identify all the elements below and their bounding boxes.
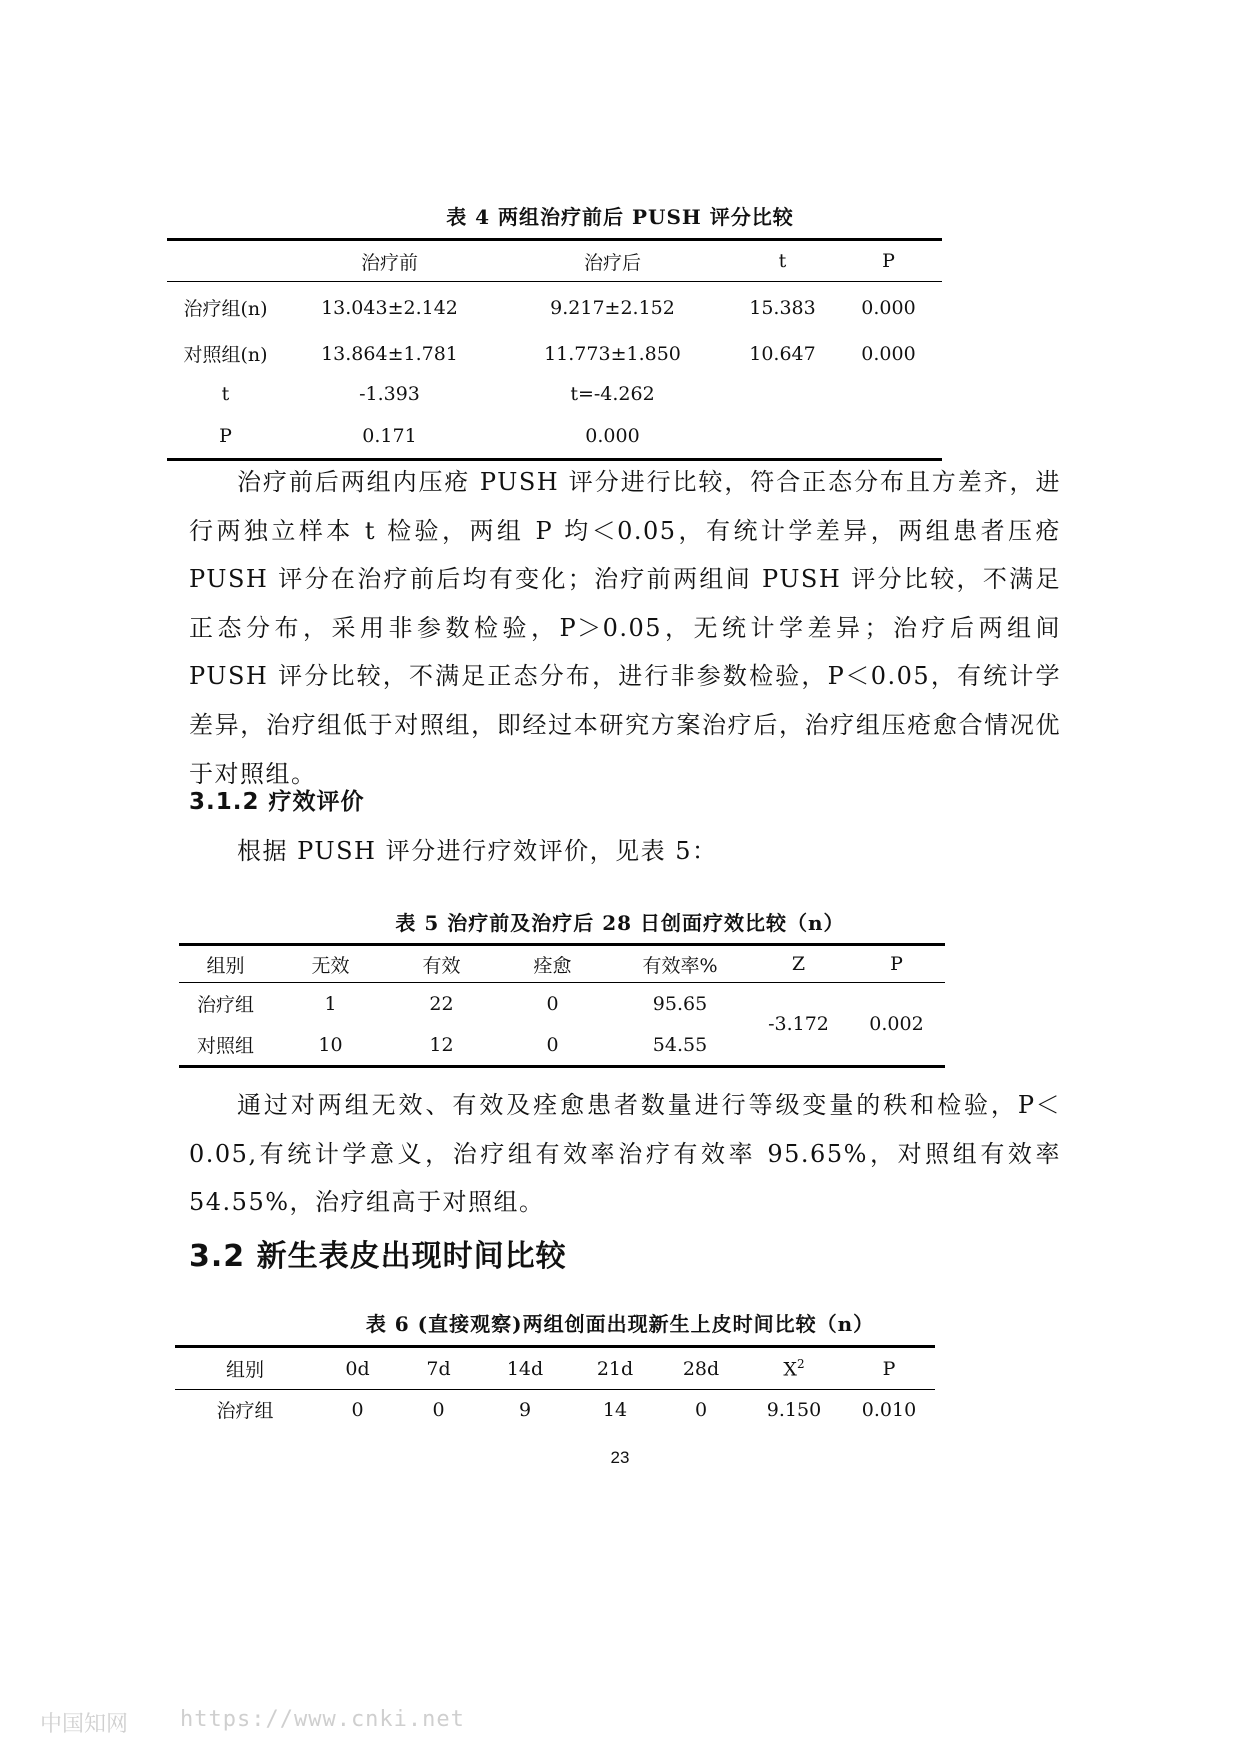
table4-cell: 13.864±1.781 bbox=[321, 342, 458, 365]
table5-header-cell: P bbox=[890, 953, 903, 975]
table5-header-cell: 痊愈 bbox=[533, 954, 572, 977]
table4-cell bbox=[835, 415, 942, 460]
table-row bbox=[175, 1390, 935, 1430]
section-heading-3-2: 3.2 新生表皮出现时间比较 bbox=[189, 1239, 567, 1274]
table4-cell: 0.171 bbox=[362, 425, 417, 448]
table-row bbox=[167, 282, 942, 334]
table4-header-row bbox=[167, 240, 942, 282]
table5-cell: 治疗组 bbox=[196, 994, 254, 1017]
table5-header-cell: 有效 bbox=[422, 954, 461, 977]
table4-header-cell: 治疗前 bbox=[360, 251, 418, 274]
table6-header-chi-square bbox=[745, 1347, 843, 1390]
page-number: 23 bbox=[610, 1448, 630, 1467]
table5-z-cell: -3.172 bbox=[768, 1013, 829, 1035]
table4-caption: 表 4 两组治疗前后 PUSH 评分比较 bbox=[446, 205, 794, 229]
table5-cell: 54.55 bbox=[652, 1033, 708, 1056]
table4-cell: 10.647 bbox=[749, 342, 816, 365]
table4-cell: 0.000 bbox=[861, 342, 916, 365]
table6-header-cell: 0d bbox=[345, 1357, 370, 1380]
table6-cell: 0 bbox=[694, 1398, 708, 1421]
section-heading-3-1-2: 3.1.2 疗效评价 bbox=[189, 789, 365, 815]
table6-cell: 9.150 bbox=[766, 1398, 822, 1421]
table5-cell: 95.65 bbox=[652, 992, 708, 1015]
table6-header-cell: P bbox=[882, 1357, 896, 1380]
table4-cell: 0.000 bbox=[861, 296, 916, 319]
table6-caption: 表 6 (直接观察)两组创面出现新生上皮时间比较（n） bbox=[365, 1312, 875, 1336]
table5-header-cell: Z bbox=[791, 953, 806, 975]
table6-cell: 0 bbox=[351, 1398, 364, 1421]
table6-cell: 治疗组 bbox=[216, 1400, 274, 1423]
table4-header-cell: 治疗后 bbox=[583, 251, 641, 274]
chi-square-superscript: 2 bbox=[796, 1356, 805, 1371]
table4-cell: 9.217±2.152 bbox=[550, 296, 675, 319]
table4-cell: t bbox=[221, 383, 230, 405]
paragraph-push-comparison: 治疗前后两组内压疮 PUSH 评分进行比较，符合正态分布且方差齐，进行两独立样本 t 检验，两组 P 均＜0.05，有统计学差异，两组患者压疮 PUSH 评分在治疗前后均有变化；治疗前两组间 PUSH 评分比较，不满足正态分布，采用非参数检验，P＞0.05，无统计学差异；治疗后两组间 PUSH 评分比较，不满足正态分布，进行非参数检验，P＜0.05，有统计学差异，治疗组低于对照组，即经过本研究方案治疗后，治疗组压疮愈合情况优于对照组。 bbox=[189, 468, 1061, 788]
table5-cell: 对照组 bbox=[196, 1035, 254, 1058]
table5-cell: 0 bbox=[546, 1033, 559, 1056]
table5-cell: 0 bbox=[546, 992, 559, 1015]
table5-caption: 表 5 治疗前及治疗后 28 日创面疗效比较（n） bbox=[395, 911, 845, 935]
table5-header-row bbox=[179, 945, 945, 983]
table4-cell: -1.393 bbox=[359, 383, 420, 405]
table4-cell: P bbox=[219, 425, 232, 448]
table4-cell: 15.383 bbox=[749, 296, 816, 319]
table5-header-cell: 组别 bbox=[206, 954, 245, 977]
table5-cell: 10 bbox=[318, 1033, 343, 1056]
table6-header-cell: 14d bbox=[506, 1357, 544, 1380]
table6-cell: 9 bbox=[518, 1398, 532, 1421]
cnki-watermark-logo: 中国知网 bbox=[40, 1712, 129, 1737]
table6 bbox=[175, 1345, 935, 1430]
table6-header-cell: 7d bbox=[426, 1357, 451, 1380]
table-row bbox=[167, 334, 942, 374]
table4-cell: 11.773±1.850 bbox=[544, 342, 681, 365]
table4-cell: 0.000 bbox=[585, 425, 640, 448]
table4-cell bbox=[730, 374, 835, 415]
table-row bbox=[167, 415, 942, 460]
table4 bbox=[167, 238, 942, 461]
table5-cell: 22 bbox=[429, 992, 454, 1015]
table-row bbox=[167, 374, 942, 415]
table4-cell: 13.043±2.142 bbox=[321, 296, 458, 319]
table6-header-row bbox=[175, 1347, 935, 1390]
table4-header-cell: P bbox=[882, 250, 895, 272]
table6-header-cell: 28d bbox=[682, 1357, 720, 1380]
table5-header-cell: 有效率% bbox=[642, 954, 718, 977]
table6-cell: 0 bbox=[432, 1398, 445, 1421]
table5-cell: 12 bbox=[429, 1033, 454, 1056]
table6-header-cell: 组别 bbox=[225, 1359, 264, 1381]
paragraph-rank-sum-test: 通过对两组无效、有效及痊愈患者数量进行等级变量的秩和检验，P＜0.05,有统计学意义，治疗组有效率治疗有效率 95.65%，对照组有效率 54.55%，治疗组高于对照组。 bbox=[189, 1091, 1061, 1217]
chi-square-symbol: X bbox=[783, 1358, 797, 1381]
table5-header-cell: 无效 bbox=[311, 954, 350, 977]
table5 bbox=[179, 943, 945, 1068]
table4-cell: 对照组(n) bbox=[183, 344, 268, 366]
table5-cell: 1 bbox=[324, 992, 337, 1015]
paragraph-efficacy-intro: 根据 PUSH 评分进行疗效评价，见表 5： bbox=[237, 837, 718, 865]
table4-header-cell bbox=[167, 240, 284, 282]
table4-cell bbox=[730, 415, 835, 460]
table4-cell: t=-4.262 bbox=[570, 383, 655, 405]
cnki-watermark-url: https://www.cnki.net bbox=[180, 1707, 465, 1732]
table5-p-cell: 0.002 bbox=[869, 1013, 924, 1035]
table6-cell: 14 bbox=[602, 1398, 628, 1421]
table4-header-cell: t bbox=[778, 250, 787, 272]
table4-cell: 治疗组(n) bbox=[183, 298, 268, 321]
table4-cell bbox=[835, 374, 942, 415]
table6-header-cell: 21d bbox=[596, 1357, 634, 1380]
table6-cell: 0.010 bbox=[861, 1398, 917, 1421]
table-row bbox=[179, 983, 945, 1025]
